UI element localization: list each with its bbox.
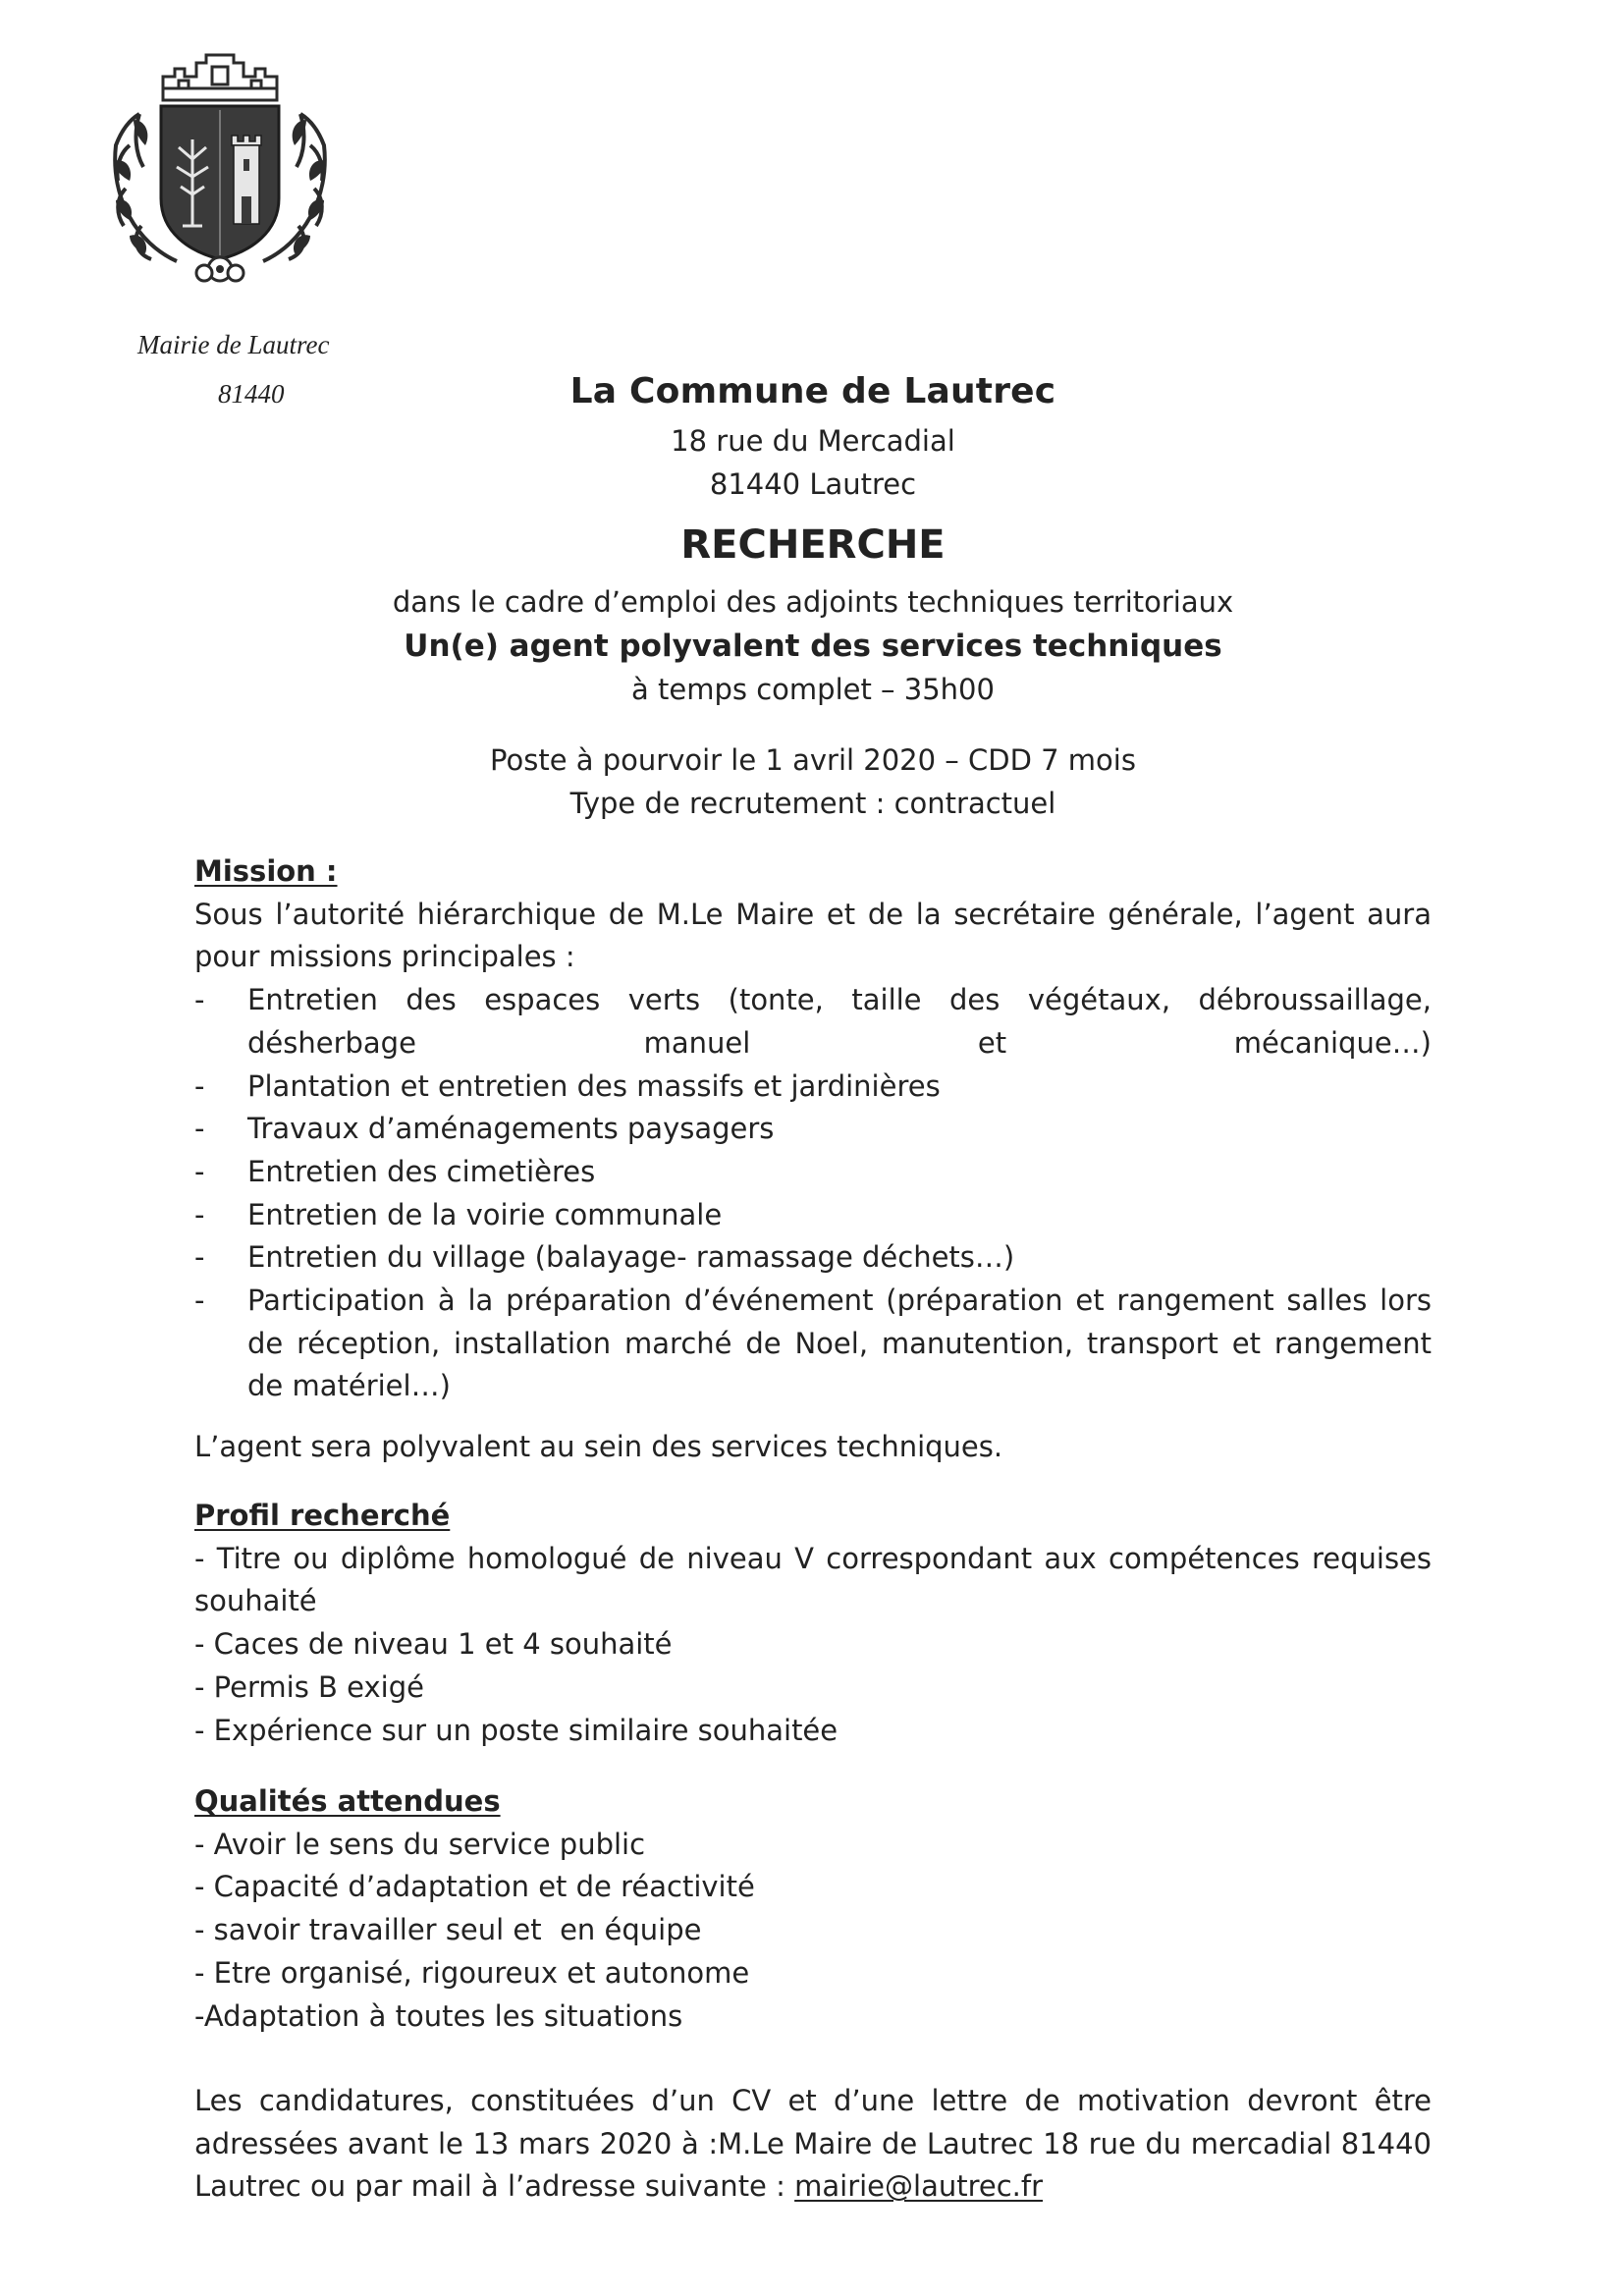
commune-title: La Commune de Lautrec [569, 371, 1056, 411]
list-item: - Avoir le sens du service public [194, 1827, 646, 1861]
recherche-heading: RECHERCHE [680, 522, 946, 568]
list-item: -Adaptation à toutes les situations [194, 1998, 683, 2033]
mission-intro: Sous l’autorité hiérarchique de M.Le Maire et de la secrétaire générale, l’agent aura pour missions principales : [194, 897, 1432, 974]
mission-heading: Mission : [194, 854, 338, 888]
candidatures-text-block [194, 2080, 1432, 2209]
list-item: - Capacité d’adaptation et de réactivité [194, 1870, 755, 1904]
list-item: - Titre ou diplôme homologué de niveau V correspondant aux compétences requises souhaité [194, 1541, 1432, 1618]
mission-item: Travaux d’aménagements paysagers [247, 1112, 775, 1146]
mairie-name: Mairie de Lautrec [137, 330, 330, 359]
candidatures-paragraph [194, 2080, 1432, 2209]
poste-a-pourvoir: Poste à pourvoir le 1 avril 2020 – CDD 7 mois [490, 743, 1136, 777]
bullet-dash: - [194, 1112, 205, 1146]
address-line-2: 81440 Lautrec [709, 467, 917, 501]
mission-item: Entretien des espaces verts (tonte, taille des végétaux, débroussaillage, désherbage manuel et mécanique…) [247, 983, 1432, 1060]
address-line-1: 18 rue du Mercadial [671, 424, 955, 458]
list-item: - savoir travailler seul et en équipe [194, 1913, 702, 1947]
bullet-dash: - [194, 983, 205, 1017]
email-link[interactable]: mairie@lautrec.fr [794, 2169, 1044, 2204]
temps-complet: à temps complet – 35h00 [631, 673, 995, 706]
mission-item: Plantation et entretien des massifs et jardinières [247, 1068, 941, 1103]
list-item: - Etre organisé, rigoureux et autonome [194, 1955, 750, 1990]
coat-of-arms-icon [90, 51, 350, 295]
bullet-dash: - [194, 1197, 205, 1231]
list-item: - Expérience sur un poste similaire souhaitée [194, 1713, 839, 1747]
list-item [194, 1108, 1432, 1151]
list-item [194, 1066, 1432, 1109]
qualites-section [194, 1780, 1432, 2038]
mission-section [194, 850, 1432, 1408]
cadre-emploi: dans le cadre d’emploi des adjoints techniques territoriaux [392, 585, 1234, 619]
mairie-zip: 81440 [218, 379, 285, 409]
profil-section [194, 1495, 1432, 1752]
mission-item: Participation à la préparation d’événement (préparation et rangement salles lors de réception, installation marché de Noel, manutention, transport et rangement de matériel…) [247, 1284, 1432, 1403]
mission-closing: L’agent sera polyvalent au sein des services techniques. [194, 1430, 1003, 1463]
coat-of-arms-logo [90, 51, 350, 295]
candidatures-text: Les candidatures, constituées d’un CV et d’une lettre de motivation devront être adressées avant le 13 mars 2020 à :M.Le Maire de Lautrec 18 rue du mercadial 81440 Lautrec ou par mail à l’adresse suivante : [194, 2084, 1432, 2204]
list-item: - Permis B exigé [194, 1669, 424, 1704]
bullet-dash: - [194, 1068, 205, 1103]
mission-item: Entretien des cimetières [247, 1154, 596, 1188]
mission-item: Entretien de la voirie communale [247, 1197, 723, 1231]
profil-heading: Profil recherché [194, 1499, 451, 1532]
poste-title: Un(e) agent polyvalent des services techniques [404, 629, 1222, 664]
bullet-dash: - [194, 1240, 205, 1275]
list-item: - Caces de niveau 1 et 4 souhaité [194, 1627, 673, 1662]
list-item [194, 1194, 1432, 1237]
mission-item: Entretien du village (balayage- ramassage déchets…) [247, 1240, 1015, 1275]
list-item [194, 1151, 1432, 1194]
qualites-heading: Qualités attendues [194, 1784, 501, 1818]
list-item [194, 979, 1432, 1065]
type-recrutement: Type de recrutement : contractuel [569, 787, 1056, 820]
bullet-dash: - [194, 1284, 205, 1318]
bullet-dash: - [194, 1154, 205, 1188]
list-item [194, 1236, 1432, 1280]
list-item [194, 1280, 1432, 1408]
